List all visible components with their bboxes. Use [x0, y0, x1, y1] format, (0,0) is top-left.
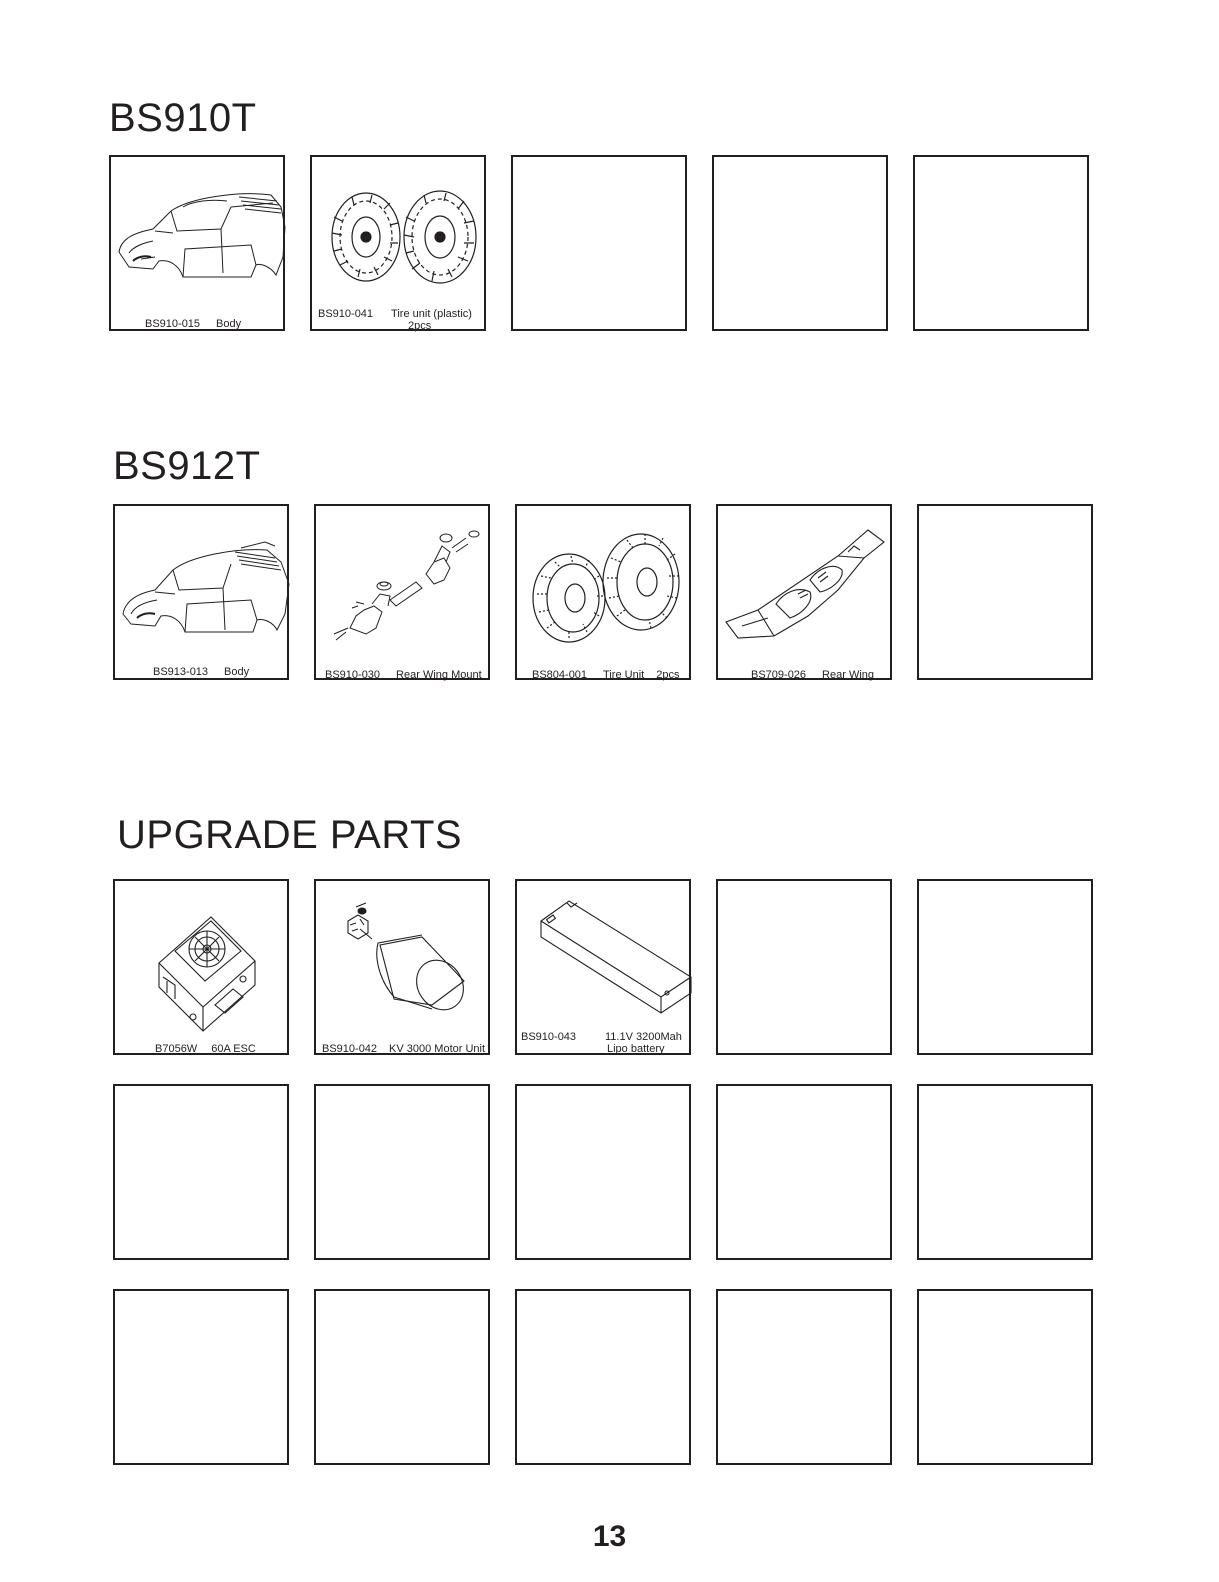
part-box-bs910-041	[310, 155, 486, 331]
part-box-bs804-001	[515, 504, 691, 680]
part-name: Tire unit (plastic)	[391, 308, 472, 320]
part-caption	[153, 666, 249, 678]
part-code: BS910-043	[521, 1031, 577, 1043]
part-code: BS910-015	[145, 318, 201, 330]
empty-part-box	[917, 1289, 1093, 1465]
esc-illustration	[115, 881, 291, 1057]
rear-wing-mount-illustration	[316, 506, 492, 682]
part-code: BS709-026	[751, 669, 807, 681]
empty-part-box	[314, 1084, 490, 1260]
part-name: Rear Wing	[822, 669, 875, 681]
empty-part-box	[913, 155, 1089, 331]
motor-unit-illustration	[316, 881, 492, 1057]
empty-part-box	[511, 155, 687, 331]
section-title-upgrade-parts: UPGRADE PARTS	[117, 813, 463, 857]
part-caption	[521, 1031, 576, 1043]
part-name: Tire Unit	[603, 669, 645, 681]
part-box-bs910-043	[515, 879, 691, 1055]
empty-part-box	[716, 1084, 892, 1260]
part-caption	[322, 1043, 485, 1055]
part-box-b7056w	[113, 879, 289, 1055]
part-name: Body	[216, 318, 242, 330]
part-name: Body	[224, 666, 250, 678]
page-number: 13	[592, 1520, 627, 1553]
empty-part-box	[515, 1289, 691, 1465]
part-code: BS804-001	[532, 669, 588, 681]
part-name: 11.1V 3200Mah	[605, 1031, 682, 1043]
part-code: BS910-041	[318, 308, 374, 320]
part-caption	[145, 318, 241, 330]
empty-part-box	[917, 1084, 1093, 1260]
part-caption	[155, 1043, 256, 1055]
part-name-line2: Lipo battery	[607, 1043, 665, 1055]
empty-part-box	[716, 1289, 892, 1465]
part-box-bs913-013	[113, 504, 289, 680]
empty-part-box	[917, 879, 1093, 1055]
part-qty: 2pcs	[408, 320, 432, 332]
part-qty: 2pcs	[656, 669, 680, 681]
part-box-bs709-026	[716, 504, 892, 680]
part-code: B7056W	[155, 1043, 198, 1055]
tire-unit-illustration	[312, 157, 488, 333]
part-code: BS910-030	[325, 669, 381, 681]
part-box-bs910-042	[314, 879, 490, 1055]
empty-part-box	[113, 1289, 289, 1465]
section-title-bs910t: BS910T	[109, 96, 257, 140]
part-box-bs910-015	[109, 155, 285, 331]
empty-part-box	[716, 879, 892, 1055]
truck-body-illustration	[111, 157, 287, 333]
part-name: KV 3000 Motor Unit	[389, 1043, 486, 1055]
tire-unit-illustration	[517, 506, 693, 682]
part-caption	[318, 308, 472, 320]
part-box-bs910-030	[314, 504, 490, 680]
section-title-bs912t: BS912T	[113, 444, 261, 488]
part-name: Rear Wing Mount	[396, 669, 482, 681]
truck-body-illustration	[115, 506, 291, 682]
empty-part-box	[917, 504, 1093, 680]
empty-part-box	[314, 1289, 490, 1465]
rear-wing-illustration	[718, 506, 894, 682]
part-caption	[325, 669, 482, 681]
part-name: 60A ESC	[211, 1043, 256, 1055]
empty-part-box	[712, 155, 888, 331]
part-caption	[532, 669, 679, 681]
empty-part-box	[515, 1084, 691, 1260]
empty-part-box	[113, 1084, 289, 1260]
part-code: BS913-013	[153, 666, 209, 678]
part-caption	[751, 669, 874, 681]
part-code: BS910-042	[322, 1043, 378, 1055]
